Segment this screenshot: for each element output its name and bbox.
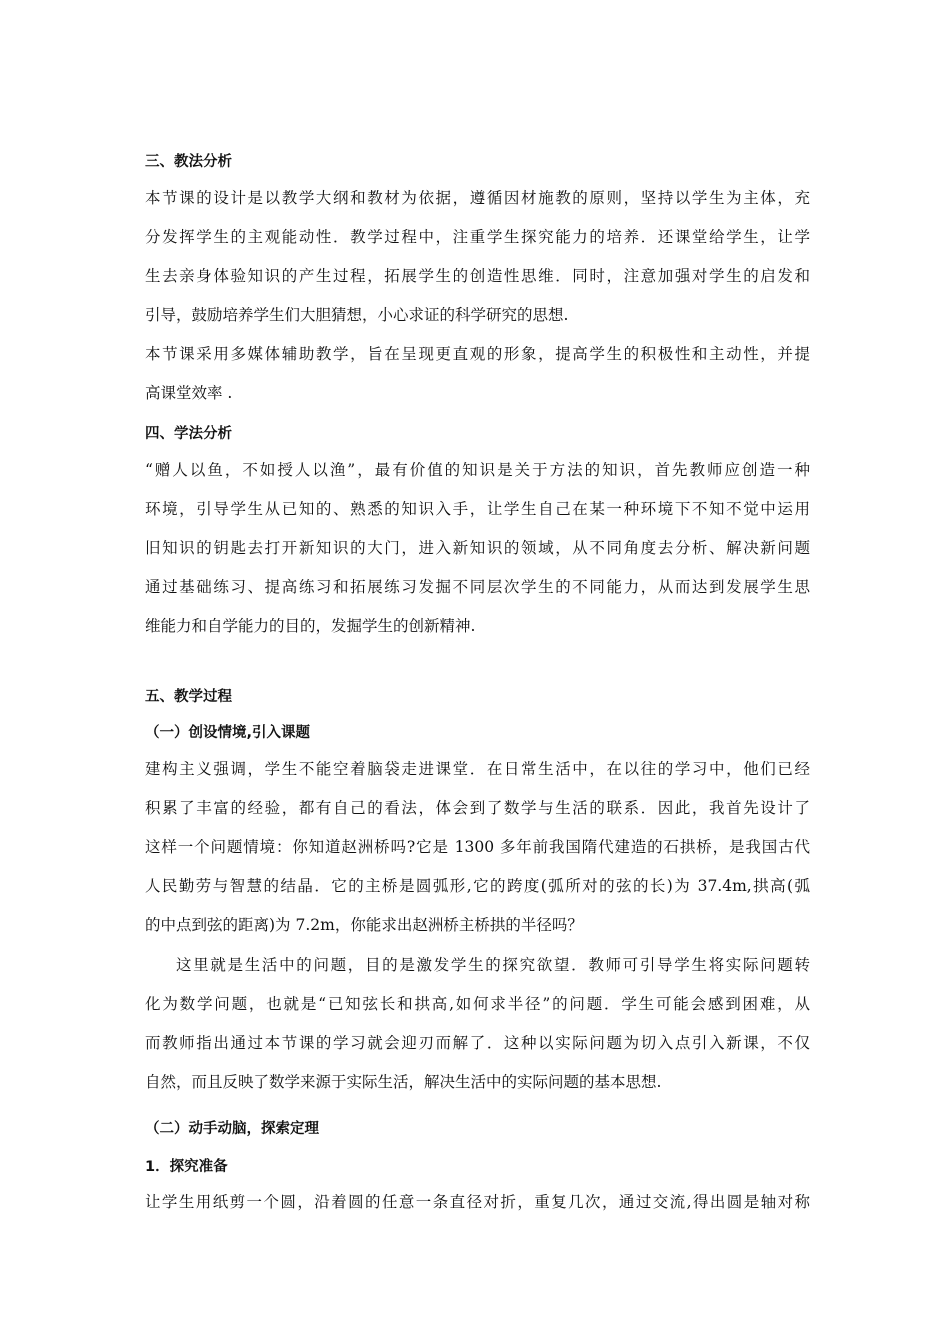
paragraph-line: 而教师指出通过本节课的学习就会迎刃而解了．这种以实际问题为切入点引入新课，不仅: [145, 1034, 810, 1052]
subheading-create-situation: （一）创设情境,引入课题: [145, 725, 311, 741]
paragraph-line: 本节课的设计是以教学大纲和教材为依据，遵循因材施教的原则，坚持以学生为主体，充: [145, 189, 810, 207]
paragraph-line: 人民勤劳与智慧的结晶．它的主桥是圆弧形,它的跨度(弧所对的弦的长)为 37.4m,拱高(弧: [145, 877, 810, 895]
paragraph-line: 维能力和自学能力的目的，发掘学生的创新精神.: [145, 617, 476, 635]
subheading-exploration-prep: 1．探究准备: [145, 1159, 228, 1175]
paragraph-line: 分发挥学生的主观能动性．教学过程中，注重学生探究能力的培养．还课堂给学生，让学: [145, 228, 810, 246]
paragraph-line: 高课堂效率 .: [145, 384, 233, 402]
paragraph-line: 生去亲身体验知识的产生过程，拓展学生的创造性思维．同时，注意加强对学生的启发和: [145, 267, 810, 285]
paragraph-line: 让学生用纸剪一个圆，沿着圆的任意一条直径对折，重复几次，通过交流,得出圆是轴对称: [145, 1193, 810, 1211]
subheading-hands-on: （二）动手动脑，探索定理: [145, 1121, 319, 1137]
paragraph-line: 环境，引导学生从已知的、熟悉的知识入手，让学生自己在某一种环境下不知不觉中运用: [145, 500, 810, 518]
paragraph-line: 建构主义强调，学生不能空着脑袋走进课堂．在日常生活中，在以往的学习中，他们已经: [145, 760, 810, 778]
paragraph-line: 引导，鼓励培养学生们大胆猜想，小心求证的科学研究的思想.: [145, 306, 569, 324]
heading-learning-method: 四、学法分析: [145, 426, 232, 442]
heading-teaching-process: 五、教学过程: [145, 689, 232, 705]
paragraph-line: 通过基础练习、提高练习和拓展练习发掘不同层次学生的不同能力，从而达到发展学生思: [145, 578, 810, 596]
paragraph-line: “赠人以鱼，不如授人以渔”，最有价值的知识是关于方法的知识，首先教师应创造一种: [145, 461, 810, 479]
paragraph-line: 旧知识的钥匙去打开新知识的大门，进入新知识的领域，从不同角度去分析、解决新问题: [145, 539, 810, 557]
paragraph-line: 积累了丰富的经验，都有自己的看法，体会到了数学与生活的联系．因此，我首先设计了: [145, 799, 810, 817]
paragraph-line: 这样一个问题情境：你知道赵洲桥吗?它是 1300 多年前我国隋代建造的石拱桥，是我国古代: [145, 838, 810, 856]
paragraph-line: 化为数学问题，也就是“已知弦长和拱高,如何求半径”的问题．学生可能会感到困难，从: [145, 995, 810, 1013]
paragraph-line: 这里就是生活中的问题，目的是激发学生的探究欲望．教师可引导学生将实际问题转: [176, 956, 810, 974]
paragraph-line: 的中点到弦的距离)为 7.2m，你能求出赵洲桥主桥拱的半径吗？: [145, 916, 583, 934]
paragraph-line: 本节课采用多媒体辅助教学，旨在呈现更直观的形象，提高学生的积极性和主动性，并提: [145, 345, 810, 363]
heading-teaching-method: 三、教法分析: [145, 154, 232, 170]
paragraph-line: 自然，而且反映了数学来源于实际生活，解决生活中的实际问题的基本思想.: [145, 1073, 662, 1091]
